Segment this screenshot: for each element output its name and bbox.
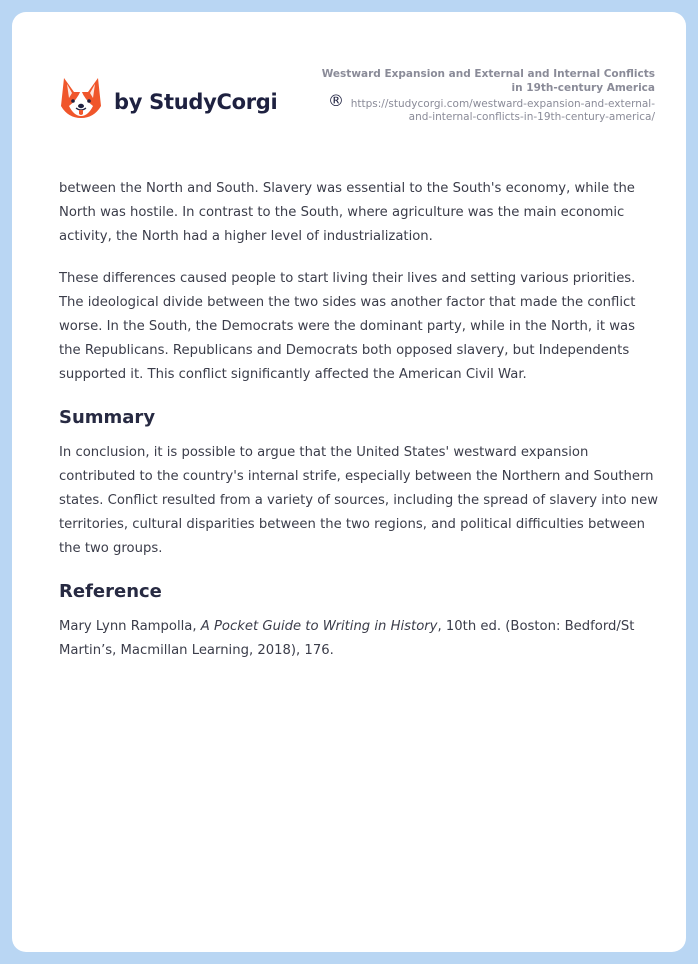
document-meta — [295, 67, 655, 124]
document-url-line2: and-internal-conflicts-in-19th-century-america/ — [408, 111, 655, 123]
corgi-logo-icon — [60, 76, 102, 120]
summary-paragraph: In conclusion, it is possible to argue that the United States' westward expansion contributed to the country's internal strife, especially between the Northern and Southern states. Conflict resulted from a variety of sources, including the spread of slavery into new territories, cultural disparities between the two regions, and political difficulties between the two groups. — [59, 445, 658, 556]
document-title-line1: Westward Expansion and External and Internal Conflicts — [321, 68, 655, 80]
studycorgi-logo[interactable] — [60, 76, 344, 120]
reference-title: A Pocket Guide to Writing in History — [200, 619, 438, 634]
document-body — [59, 177, 659, 681]
summary-heading: Summary — [59, 407, 156, 428]
reference-entry — [59, 615, 659, 663]
document-url-line1: https://studycorgi.com/westward-expansion-and-external- — [350, 98, 655, 110]
document-url[interactable] — [295, 98, 655, 124]
document-title — [295, 67, 655, 95]
reference-heading: Reference — [59, 581, 162, 602]
document-page — [12, 12, 686, 952]
brand-name: by StudyCorgi — [114, 90, 278, 114]
registered-mark: ® — [328, 91, 344, 110]
reference-details: , 10th ed. (Boston: Bedford/St Martin’s, Macmillan Learning, 2018), 176. — [59, 619, 635, 658]
reference-author: Mary Lynn Rampolla, — [59, 619, 201, 634]
document-title-line2: in 19th-century America — [511, 82, 655, 94]
body-paragraph: These differences caused people to start living their lives and setting various priorities. The ideological divide between the two sides was another factor that made the conflict worse. In the South, the Democrats were the dominant party, while in the North, it was the Republicans. Republicans and Democrats both opposed slavery, but Independents supported it. This conflict significantly affected the American Civil War. — [59, 271, 636, 382]
body-paragraph: between the North and South. Slavery was essential to the South's economy, while the North was hostile. In contrast to the South, where agriculture was the main economic activity, the North had a higher level of industrialization. — [59, 181, 635, 244]
